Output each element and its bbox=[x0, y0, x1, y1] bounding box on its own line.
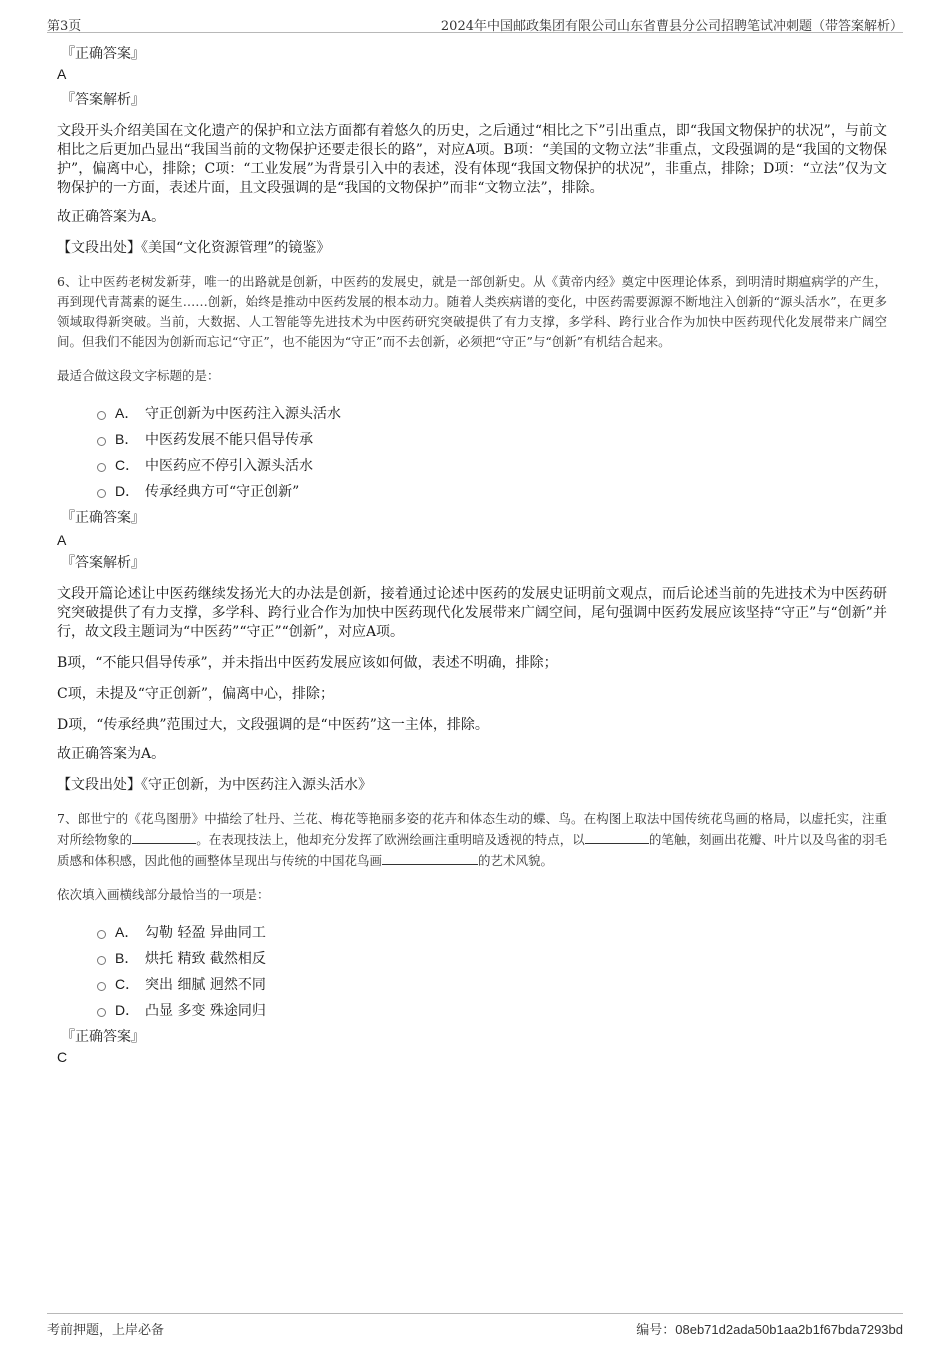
page-header bbox=[47, 12, 903, 33]
q6-option-b[interactable]: B． 中医药发展不能只倡导传承 bbox=[97, 426, 887, 452]
q7-option-a[interactable]: A． 勾勒 轻盈 异曲同工 bbox=[97, 919, 887, 945]
q6-text: 6、让中医药老树发新芽，唯一的出路就是创新，中医药的发展史，就是一部创新史。从《黄帝内经》奠定中医理论体系，到明清时期瘟病学的产生，再到现代青蒿素的诞生……创新，始终是推动中医药发展的根本动力。随着人类疾病谱的变化，中医药需要源源不断地注入创新的“源头活水”，在更多领域取得新突破。当前，大数据、人工智能等先进技术为中医药研究突破提供了有力支撑，多学科、跨行业合作为加快中医药现代化发展带来广阔空间。但我们不能因为创新而忘记“守正”，也不能因为“守正”而不去创新，必须把“守正”与“创新”有机结合起来。 bbox=[57, 274, 887, 349]
radio-icon[interactable] bbox=[97, 956, 106, 965]
q6-option-c-analysis: C项，未提及“守正创新”，偏离中心，排除； bbox=[57, 686, 335, 702]
q7-answer: C bbox=[57, 1049, 68, 1065]
radio-icon[interactable] bbox=[97, 1008, 106, 1017]
document-title: 2024年中国邮政集团有限公司山东省曹县分公司招聘笔试冲刺题（带答案解析） bbox=[440, 19, 903, 34]
radio-icon[interactable] bbox=[97, 930, 106, 939]
q5-answer-label: 『正确答案』 bbox=[61, 46, 145, 62]
page-content bbox=[57, 44, 887, 1067]
q6-option-d-analysis: D项，“传承经典”范围过大，文段强调的是“中医药”这一主体，排除。 bbox=[57, 717, 489, 733]
radio-icon[interactable] bbox=[97, 982, 106, 991]
q5-analysis-label: 『答案解析』 bbox=[61, 92, 145, 108]
q5-source: 【文段出处】《美国“文化资源管理”的镜鉴》 bbox=[57, 240, 331, 256]
q5-analysis: 文段开头介绍美国在文化遗产的保护和立法方面都有着悠久的历史，之后通过“相比之下”引出重点，即“我国文物保护的状况”，与前文相比之后更加凸显出“我国当前的文物保护还要走很长的路”，对应A项。B项：“美国的文物立法”非重点，文段强调的是“我国的文物保护”，偏离中心，排除；C项：“工业发展”为背景引入中的表述，没有体现“我国文物保护的状况”，非重点，排除；D项：“立法”仅为文物保护的一方面，表述片面，且文段强调的是“我国的文物保护”而非“文物立法”，排除。 bbox=[57, 123, 887, 196]
q6-answer: A bbox=[57, 532, 67, 548]
q6-prompt: 最适合做这段文字标题的是： bbox=[57, 368, 220, 383]
radio-icon[interactable] bbox=[97, 489, 106, 498]
q6-option-c[interactable]: C． 中医药应不停引入源头活水 bbox=[97, 452, 887, 478]
fill-blank-3 bbox=[382, 850, 478, 865]
q7-answer-label: 『正确答案』 bbox=[61, 1029, 145, 1045]
q7-text: 7、郎世宁的《花鸟图册》中描绘了牡丹、兰花、梅花等艳丽多姿的花卉和体态生动的蝶、鸟。在构图上取法中国传统花鸟画的格局，以虚托实，注重对所绘物象的 。在表现技法上，他却充分发挥了欧洲绘画注重明暗及透视的特点，以 的笔触，刻画出花瓣、叶片以及鸟雀的羽毛质感和体积感，因此他的画整体呈现出与传统的中国花鸟画 的艺术风貌。 bbox=[57, 811, 887, 868]
q7-option-d[interactable]: D． 凸显 多变 殊途同归 bbox=[97, 997, 887, 1023]
q7-option-b[interactable]: B． 烘托 精致 截然相反 bbox=[97, 945, 887, 971]
document-code: 编号：08eb71d2ada50b1aa2b1f67bda7293bd bbox=[636, 1322, 903, 1338]
q6-analysis: 文段开篇论述让中医药继续发扬光大的办法是创新，接着通过论述中医药的发展史证明前文观点，而后论述当前的先进技术为中医药研究突破提供了有力支撑，多学科、跨行业合作为加快中医药现代化发展带来广阔空间，尾句强调中医药发展应该坚持“守正”与“创新”并行，故文段主题词为“中医药”“守正”“创新”，对应A项。 bbox=[57, 586, 887, 640]
q6-option-d[interactable]: D． 传承经典方可“守正创新” bbox=[97, 478, 887, 504]
radio-icon[interactable] bbox=[97, 411, 106, 420]
q7-option-c[interactable]: C． 突出 细腻 迥然不同 bbox=[97, 971, 887, 997]
radio-icon[interactable] bbox=[97, 437, 106, 446]
q6-options bbox=[97, 400, 887, 504]
q6-conclusion: 故正确答案为A。 bbox=[57, 746, 166, 762]
q6-analysis-label: 『答案解析』 bbox=[61, 555, 145, 571]
page-footer bbox=[47, 1313, 903, 1338]
q5-conclusion: 故正确答案为A。 bbox=[57, 209, 166, 225]
q5-answer: A bbox=[57, 66, 67, 82]
q6-source: 【文段出处】《守正创新，为中医药注入源头活水》 bbox=[57, 777, 372, 793]
q6-answer-label: 『正确答案』 bbox=[61, 510, 145, 526]
radio-icon[interactable] bbox=[97, 463, 106, 472]
page-number: 第3页 bbox=[47, 19, 82, 34]
q7-prompt: 依次填入画横线部分最恰当的一项是： bbox=[57, 887, 270, 902]
fill-blank-2 bbox=[585, 829, 649, 844]
fill-blank-1 bbox=[132, 829, 196, 844]
footer-slogan: 考前押题，上岸必备 bbox=[47, 1323, 165, 1338]
q6-option-a[interactable]: A． 守正创新为中医药注入源头活水 bbox=[97, 400, 887, 426]
q7-options bbox=[97, 919, 887, 1023]
q6-option-b-analysis: B项，“不能只倡导传承”，并未指出中医药发展应该如何做，表述不明确，排除； bbox=[57, 655, 558, 671]
